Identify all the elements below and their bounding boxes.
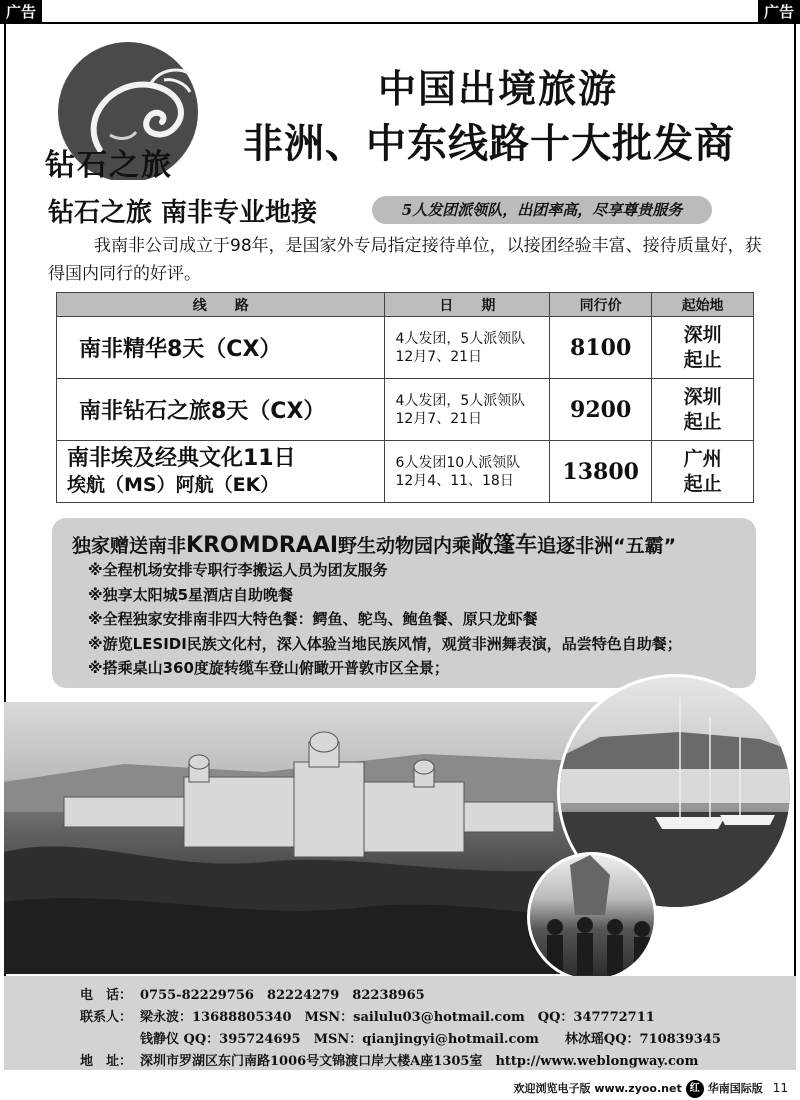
dates-days: 12月7、21日 (395, 348, 483, 365)
table-row (57, 441, 754, 503)
dates-group: 4人发团，5人派领队 (395, 330, 526, 347)
intro-paragraph: 我南非公司成立于98年，是国家外专局指定接待单位，以接团经验丰富、接待质量好，获得国内同行的好评。 (48, 236, 762, 284)
footer-brand: 华南国际版 (707, 1082, 763, 1095)
address-label: 地 址： (80, 1054, 133, 1069)
ad-label-right: 广告 (758, 0, 800, 24)
dates-days: 12月4、11、18日 (395, 472, 514, 489)
promo-title (72, 528, 676, 559)
header-price: 同行价 (550, 293, 652, 317)
list-item: ※全程独家安排南非四大特色餐：鳄鱼、鸵鸟、鲍鱼餐、原只龙虾餐 (88, 610, 538, 628)
table-row (57, 379, 754, 441)
route-title: 南非埃及经典文化11日 (67, 445, 296, 471)
header-city: 起始地 (652, 293, 754, 317)
city-name: 深圳 (683, 385, 722, 408)
page-number: 11 (772, 1081, 788, 1095)
contact-person2 (140, 1028, 721, 1047)
dancers-photo (527, 852, 657, 982)
header-date: 日 期 (385, 293, 550, 317)
city-note: 起止 (683, 410, 722, 433)
contact-address (80, 1050, 698, 1069)
promo-box (52, 518, 756, 688)
promo-title-park: KROMDRAAI (186, 533, 339, 558)
resort-photo (4, 702, 604, 974)
contact-info (4, 976, 796, 1070)
city-note: 起止 (683, 472, 722, 495)
route-dates (385, 441, 550, 503)
route-name: 南非钻石之旅8天（CX） (57, 379, 385, 441)
header-route: 线 路 (57, 293, 385, 317)
route-city (652, 441, 754, 503)
route-name: 南非精华8天（CX） (57, 317, 385, 379)
list-item: ※游览LESIDI民族文化村，深入体验当地民族风情，观赏非洲舞表演，品尝特色自助餐； (88, 634, 682, 653)
promo-title-vehicle: 敞篷车 (471, 533, 538, 558)
contact-phone (80, 984, 425, 1003)
city-name: 广州 (683, 447, 722, 470)
footer-text: 欢迎浏览电子版 www.zyoo.net (513, 1082, 682, 1095)
address-value: 深圳市罗湖区东门南路1006号文锦渡口岸大楼A座1305室 http://www.weblongway.com (140, 1054, 699, 1069)
list-item: ※独享太阳城5星酒店自助晚餐 (88, 585, 294, 604)
dates-group: 6人发团10人派领队 (395, 454, 521, 471)
city-note: 起止 (683, 348, 722, 371)
route-price: 8100 (550, 317, 652, 379)
tagline-badge: 5人发团派领队，出团率高，尽享尊贵服务 (372, 196, 712, 224)
page-footer (514, 1080, 789, 1098)
promo-list (88, 558, 682, 681)
dates-days: 12月7、21日 (395, 410, 483, 427)
table-row (57, 317, 754, 379)
promo-title-a: 独家赠送南非 (72, 535, 187, 557)
person2-value: 钱静仪 QQ：395724695 MSN：qianjingyi@hotmail.com 林冰瑶QQ：710839345 (140, 1032, 721, 1047)
logo-text: 钻石之旅 (45, 148, 173, 183)
route-dates (385, 379, 550, 441)
route-dates (385, 317, 550, 379)
route-price: 9200 (550, 379, 652, 441)
promo-title-e: 追逐非洲“五霸” (537, 535, 677, 557)
dates-group: 4人发团，5人派领队 (395, 392, 526, 409)
list-item: ※全程机场安排专职行李搬运人员为团友服务 (88, 561, 388, 579)
dancers-illustration (530, 855, 657, 982)
promo-title-c: 野生动物园内乘 (338, 535, 472, 557)
subhead: 钻石之旅 南非专业地接 (48, 198, 318, 228)
contact-person (80, 1006, 655, 1025)
route-city (652, 379, 754, 441)
list-item: ※搭乘桌山360度旋转缆车登山俯瞰开普敦市区全景； (88, 659, 449, 677)
ad-label-left: 广告 (0, 0, 42, 24)
route-city (652, 317, 754, 379)
headline-line2: 非洲、中东线路十大批发商 (243, 121, 735, 167)
phone-value: 0755-82229756 82224279 82238965 (140, 988, 425, 1003)
route-airlines: 埃航（MS）阿航（EK） (67, 473, 280, 496)
route-price: 13800 (550, 441, 652, 503)
footer-badge: 红 (686, 1080, 704, 1098)
routes-table (56, 292, 754, 503)
phone-label: 电 话： (80, 988, 133, 1003)
person1-value: 梁永波：13688805340 MSN：sailulu03@hotmail.com QQ：347772711 (140, 1010, 655, 1025)
resort-illustration (4, 702, 604, 974)
route-name (57, 441, 385, 503)
table-header-row (57, 293, 754, 317)
person-label: 联系人： (80, 1010, 133, 1025)
headline-line1: 中国出境旅游 (378, 67, 619, 111)
city-name: 深圳 (683, 323, 722, 346)
